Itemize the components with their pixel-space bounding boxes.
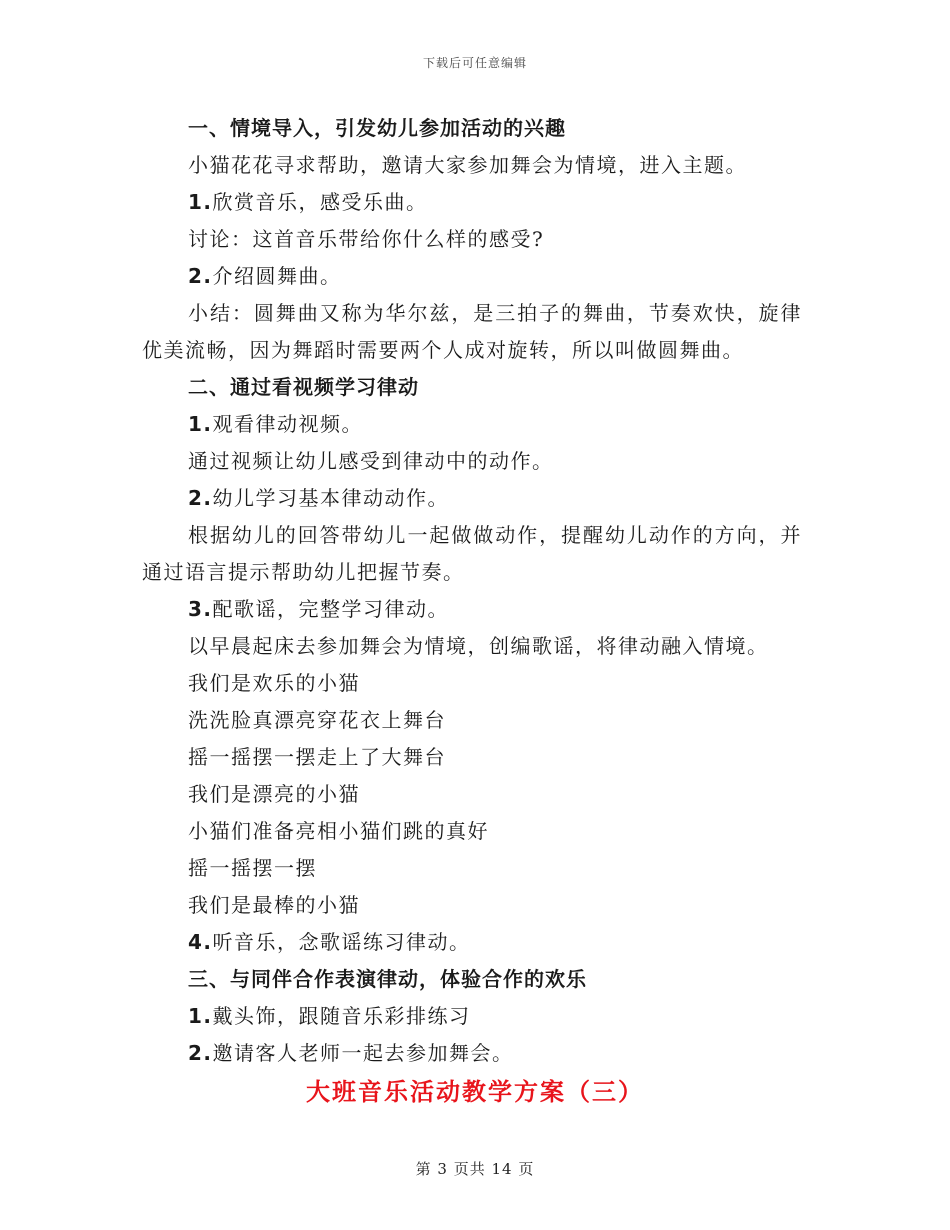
- song-line: 摇一摇摆一摆: [188, 856, 317, 880]
- paragraph-summary: 小结：圆舞曲又称为华尔兹，是三拍子的舞曲，节奏欢快，旋律优美流畅，因为舞蹈时需要两个人成对旋转，所以叫做圆舞曲。: [142, 301, 802, 362]
- song-line: 小猫们准备亮相小猫们跳的真好: [188, 819, 489, 843]
- list-item: [142, 998, 802, 1035]
- list-number: 2.: [188, 486, 213, 510]
- list-item-text: 介绍圆舞曲。: [212, 264, 342, 288]
- section-heading-3: 三、与同伴合作表演律动，体验合作的欢乐: [188, 967, 587, 991]
- list-item-text: 欣赏音乐，感受乐曲。: [212, 190, 428, 214]
- song-line: 我们是漂亮的小猫: [188, 782, 360, 806]
- list-number: 2.: [188, 264, 213, 288]
- list-item-text: 观看律动视频。: [212, 412, 364, 436]
- list-item: [142, 480, 802, 517]
- page-footer: 第 3 页共 14 页: [415, 1160, 535, 1178]
- list-number: 1.: [188, 190, 213, 214]
- list-item: [142, 184, 802, 221]
- list-item: [142, 591, 802, 628]
- song-line: 我们是欢乐的小猫: [188, 671, 360, 695]
- paragraph: 根据幼儿的回答带幼儿一起做做动作，提醒幼儿动作的方向，并通过语言提示帮助幼儿把握节奏。: [142, 523, 802, 584]
- next-document-title: 大班音乐活动教学方案（三）: [306, 1078, 644, 1106]
- list-item-text: 听音乐，念歌谣练习律动。: [212, 930, 471, 954]
- list-number: 3.: [188, 597, 213, 621]
- paragraph: 小猫花花寻求帮助，邀请大家参加舞会为情境，进入主题。: [188, 153, 747, 177]
- list-number: 1.: [188, 412, 213, 436]
- song-line: 我们是最棒的小猫: [188, 893, 360, 917]
- list-number: 1.: [188, 1004, 213, 1028]
- list-number: 2.: [188, 1041, 213, 1065]
- paragraph: 以早晨起床去参加舞会为情境，创编歌谣，将律动融入情境。: [188, 634, 769, 658]
- paragraph: 讨论：这首音乐带给你什么样的感受?: [188, 227, 545, 251]
- song-line: 洗洗脸真漂亮穿花衣上舞台: [188, 708, 446, 732]
- paragraph: 通过视频让幼儿感受到律动中的动作。: [188, 449, 554, 473]
- song-lyrics: [142, 665, 802, 924]
- document-body: [142, 110, 802, 1072]
- list-item-text: 配歌谣，完整学习律动。: [212, 597, 450, 621]
- song-line: 摇一摇摆一摆走上了大舞台: [188, 745, 446, 769]
- list-item-text: 戴头饰，跟随音乐彩排练习: [212, 1004, 471, 1028]
- list-item-text: 幼儿学习基本律动动作。: [212, 486, 450, 510]
- list-item: [142, 924, 802, 961]
- section-heading-1: 一、情境导入，引发幼儿参加活动的兴趣: [188, 116, 566, 140]
- page-header: 下载后可任意编辑: [422, 56, 527, 70]
- list-item: [142, 1035, 802, 1072]
- list-item-text: 邀请客人老师一起去参加舞会。: [212, 1041, 514, 1065]
- list-number: 4.: [188, 930, 213, 954]
- list-item: [142, 406, 802, 443]
- section-heading-2: 二、通过看视频学习律动: [188, 375, 419, 399]
- list-item: [142, 258, 802, 295]
